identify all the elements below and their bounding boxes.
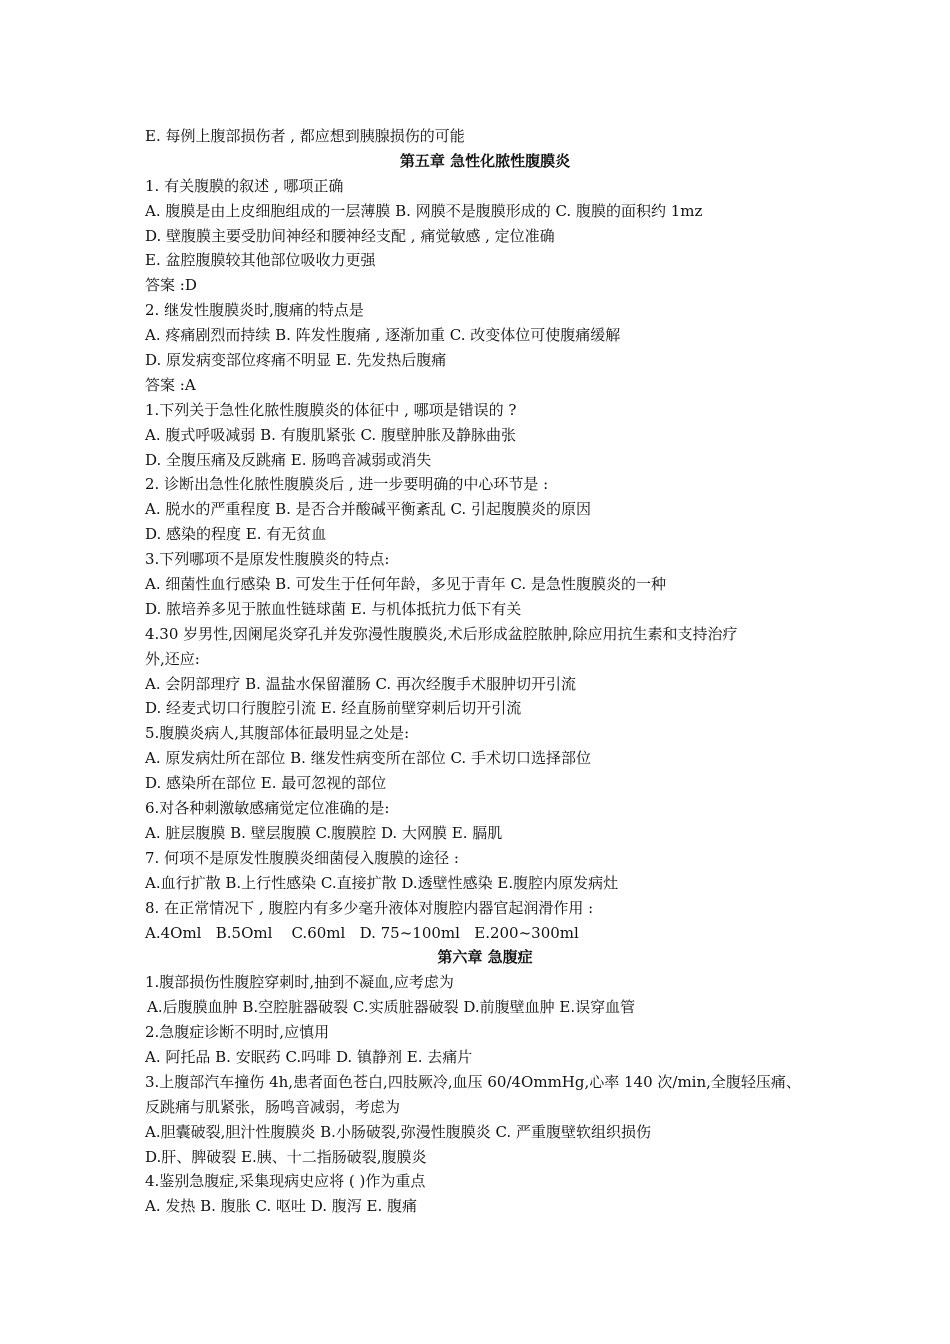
question-line: 2. 诊断出急性化脓性腹膜炎后 , 进一步要明确的中心环节是 : [145,475,549,494]
question-line-continued: 反跳痛与肌紧张，肠鸣音减弱，考虑为 [145,1097,401,1116]
option-line: A.后腹膜血肿 B.空腔脏器破裂 C.实质脏器破裂 D.前腹壁血肿 E.误穿血管 [147,998,636,1017]
option-line: A. 腹式呼吸减弱 B. 有腹肌紧张 C. 腹壁肿胀及静脉曲张 [145,425,516,444]
option-line: E. 每例上腹部损伤者 , 都应想到胰腺损伤的可能 [145,127,465,145]
option-line: A. 脱水的严重程度 B. 是否合并酸碱平衡紊乱 C. 引起腹膜炎的原因 [145,500,591,519]
question-line: 6.对各种刺激敏感痛觉定位准确的是: [145,799,390,818]
option-line: E. 盆腔腹膜较其他部位吸收力更强 [145,251,376,270]
answer-line: 答案 :A [145,375,196,394]
option-line: A. 细菌性血行感染 B. 可发生于任何年龄，多见于青年 C. 是急性腹膜炎的一种 [145,575,666,594]
question-line: 1. 有关腹膜的叙述 , 哪项正确 [145,176,344,195]
question-line: 1.腹部损伤性腹腔穿刺时,抽到不凝血,应考虑为 [145,973,454,992]
question-line: 8. 在正常情况下 , 腹腔内有多少毫升液体对腹腔内器官起润滑作用 : [145,898,594,917]
option-line: A. 发热 B. 腹胀 C. 呕吐 D. 腹泻 E. 腹痛 [145,1197,417,1216]
option-line: A. 原发病灶所在部位 B. 继发性病变所在部位 C. 手术切口选择部位 [145,749,591,768]
answer-line: 答案 :D [145,276,197,295]
question-line: 1.下列关于急性化脓性腹膜炎的体征中 , 哪项是错误的 ? [145,400,517,419]
question-line: 3.上腹部汽车撞伤 4h,患者面色苍白,四肢厥冷,血压 60/4OmmHg,心率 140 次/min,全腹轻压痛、 [145,1072,801,1091]
option-line: A.血行扩散 B.上行性感染 C.直接扩散 D.透壁性感染 E.腹腔内原发病灶 [145,873,619,892]
option-line: D. 壁腹膜主要受肋间神经和腰神经支配 , 痛觉敏感 , 定位准确 [145,226,555,245]
option-line: D. 全腹压痛及反跳痛 E. 肠鸣音减弱或消失 [145,450,432,469]
question-line: 3.下列哪项不是原发性腹膜炎的特点: [145,550,390,569]
option-line: A. 脏层腹膜 B. 壁层腹膜 C.腹膜腔 D. 大网膜 E. 膈肌 [145,823,503,842]
chapter-heading: 第六章 急腹症 [437,948,533,967]
question-line: 2.急腹症诊断不明时,应慎用 [145,1023,330,1042]
option-line: A.4Oml B.5Oml C.60ml D. 75~100ml E.200~300ml [145,923,579,942]
option-line: D. 感染所在部位 E. 最可忽视的部位 [145,774,387,793]
option-line: D.肝、脾破裂 E.胰、十二指肠破裂,腹膜炎 [145,1147,427,1166]
option-line: A. 腹膜是由上皮细胞组成的一层薄膜 B. 网膜不是腹膜形成的 C. 腹膜的面积约 1mz [145,201,703,220]
option-line: D. 感染的程度 E. 有无贫血 [145,525,327,544]
question-line: 4.鉴别急腹症,采集现病史应将 ( )作为重点 [145,1172,426,1191]
question-line: 7. 何项不是原发性腹膜炎细菌侵入腹膜的途径 : [145,848,459,867]
chapter-heading: 第五章 急性化脓性腹膜炎 [399,151,571,170]
document-page [145,124,825,1219]
option-line: D. 经麦式切口行腹腔引流 E. 经直肠前壁穿刺后切开引流 [145,699,522,718]
option-line: D. 原发病变部位疼痛不明显 E. 先发热后腹痛 [145,351,447,370]
question-line: 4.30 岁男性,因阑尾炎穿孔并发弥漫性腹膜炎,术后形成盆腔脓肿,除应用抗生素和支持治疗 [145,624,738,643]
question-line: 2. 继发性腹膜炎时,腹痛的特点是 [145,301,364,320]
option-line: A. 阿托品 B. 安眠药 C.吗啡 D. 镇静剂 E. 去痛片 [145,1047,473,1066]
question-line: 5.腹膜炎病人,其腹部体征最明显之处是: [145,724,410,743]
option-line: A. 会阴部理疗 B. 温盐水保留灌肠 C. 再次经腹手术服肿切开引流 [145,674,576,693]
option-line: A.胆囊破裂,胆汁性腹膜炎 B.小肠破裂,弥漫性腹膜炎 C. 严重腹壁软组织损伤 [145,1122,651,1141]
option-line: D. 脓培养多见于脓血性链球菌 E. 与机体抵抗力低下有关 [145,599,522,618]
question-line-continued: 外,还应: [145,649,200,668]
option-line: A. 疼痛剧烈而持续 B. 阵发性腹痛 , 逐渐加重 C. 改变体位可使腹痛缓解 [145,326,621,345]
